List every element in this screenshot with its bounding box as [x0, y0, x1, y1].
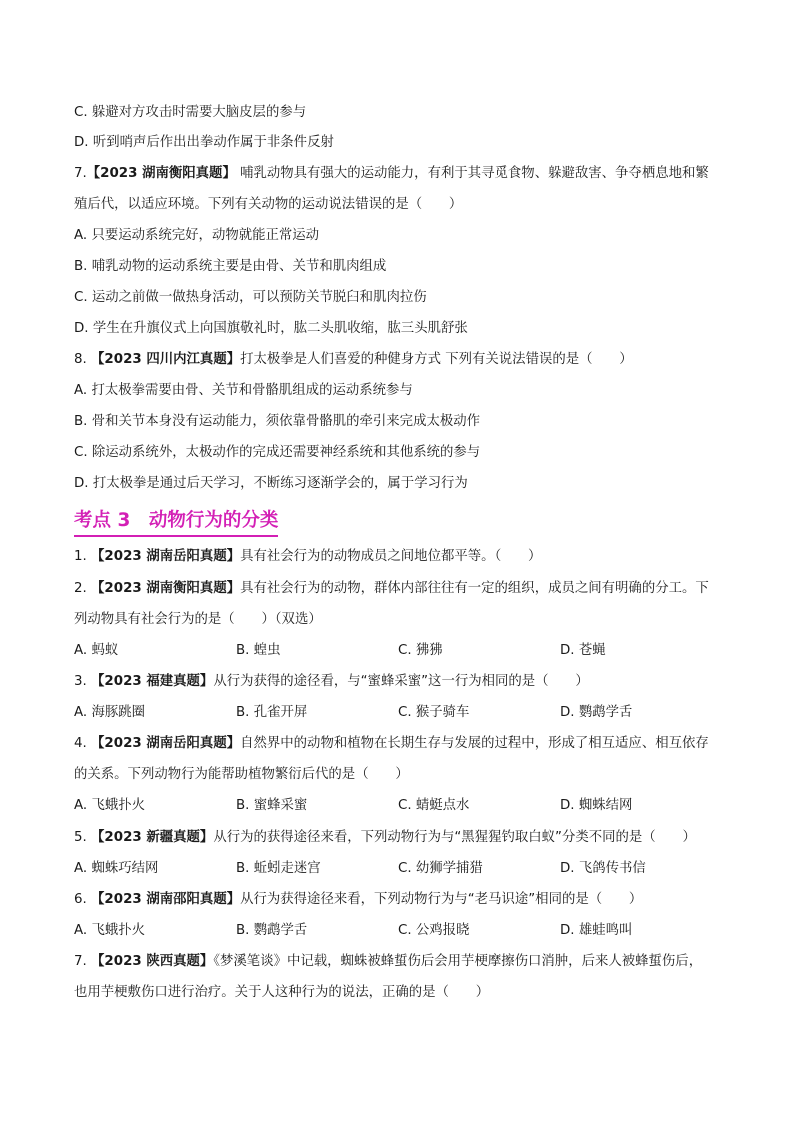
option-c: C. 幼狮学捕猎 [398, 861, 483, 876]
source-tag: 【2023 四川内江真题】 [91, 352, 241, 367]
question-text: 哺乳动物具有强大的运动能力，有利于其寻觅食物、躲避敌害、争夺栖息地和繁 [235, 166, 709, 181]
q7-option-c: C. 运动之前做一做热身活动，可以预防关节脱臼和肌肉拉伤 [74, 290, 427, 305]
s-question-5 [74, 829, 696, 847]
q7-option-d: D. 学生在升旗仪式上向国旗敬礼时，肱二头肌收缩，肱三头肌舒张 [74, 321, 468, 336]
q7-option-b: B. 哺乳动物的运动系统主要是由骨、关节和肌肉组成 [74, 259, 387, 274]
q8-option-c: C. 除运动系统外，太极动作的完成还需要神经系统和其他系统的参与 [74, 445, 481, 460]
q8-option-d: D. 打太极拳是通过后天学习，不断练习逐渐学会的，属于学习行为 [74, 476, 468, 491]
source-tag: 【2023 福建真题】 [91, 674, 214, 689]
question-number: 7. [74, 166, 87, 181]
s-question-6 [74, 891, 642, 909]
question-number: 5. [74, 830, 92, 845]
question-text: 具有社会行为的动物，群体内部往往有一定的组织，成员之间有明确的分工。下 [240, 581, 709, 596]
question-text: 从行为的获得途径来看，下列动物行为与“黑猩猩钓取白蚁”分类不同的是（ ） [213, 830, 696, 845]
option-a: A. 飞蛾扑火 [74, 923, 145, 938]
question-7-stem [74, 165, 709, 183]
option-a: A. 飞蛾扑火 [74, 798, 145, 813]
option-b: B. 蚯蚓走迷宫 [236, 861, 321, 876]
option-a: A. 海豚跳圈 [74, 705, 145, 720]
q8-option-b: B. 骨和关节本身没有运动能力，须依靠骨骼肌的牵引来完成太极动作 [74, 414, 481, 429]
s-question-4-continued: 的关系。下列动物行为能帮助植物繁衍后代的是（ ） [74, 767, 409, 782]
s-question-6-options [74, 922, 734, 940]
s-question-7 [74, 953, 702, 971]
option-b: B. 蜜蜂采蜜 [236, 798, 308, 813]
q6-option-d: D. 听到哨声后作出出拳动作属于非条件反射 [74, 135, 334, 150]
source-tag: 【2023 湖南邵阳真题】 [91, 892, 241, 907]
option-c: C. 狒狒 [398, 643, 443, 658]
source-tag: 【2023 陕西真题】 [91, 954, 214, 969]
s-question-1 [74, 548, 541, 566]
source-tag: 【2023 湖南衡阳真题】 [86, 166, 236, 181]
s-question-4 [74, 735, 709, 753]
s-question-7-continued: 也用芋梗敷伤口进行治疗。关于人这种行为的说法，正确的是（ ） [74, 985, 490, 1000]
option-c: C. 蜻蜓点水 [398, 798, 470, 813]
s-question-2-options [74, 642, 734, 660]
question-number: 6. [74, 892, 92, 907]
option-c: C. 公鸡报晓 [398, 923, 470, 938]
s-question-3-options [74, 704, 734, 722]
s-question-4-options [74, 797, 734, 815]
source-tag: 【2023 湖南衡阳真题】 [91, 581, 241, 596]
source-tag: 【2023 湖南岳阳真题】 [91, 549, 241, 564]
question-number: 1. [74, 549, 92, 564]
option-b: B. 孔雀开屏 [236, 705, 308, 720]
s-question-5-options [74, 860, 734, 878]
s-question-3 [74, 673, 589, 691]
section-heading: 考点 3 动物行为的分类 [74, 508, 278, 537]
q6-option-c: C. 躲避对方攻击时需要大脑皮层的参与 [74, 105, 307, 120]
q8-option-a: A. 打太极拳需要由骨、关节和骨骼肌组成的运动系统参与 [74, 383, 413, 398]
question-number: 3. [74, 674, 92, 689]
s-question-2-continued: 列动物具有社会行为的是（ ）（双选） [74, 612, 322, 627]
option-d: D. 苍蝇 [560, 643, 606, 658]
option-a: A. 蜘蛛巧结网 [74, 861, 159, 876]
q7-option-a: A. 只要运动系统完好，动物就能正常运动 [74, 228, 320, 243]
question-text: 自然界中的动物和植物在长期生存与发展的过程中，形成了相互适应、相互依存 [240, 736, 709, 751]
source-tag: 【2023 新疆真题】 [91, 830, 214, 845]
question-7-stem-continued: 殖后代，以适应环境。下列有关动物的运动说法错误的是（ ） [74, 197, 463, 212]
option-b: B. 鹦鹉学舌 [236, 923, 308, 938]
s-question-2 [74, 580, 709, 598]
option-c: C. 猴子骑车 [398, 705, 470, 720]
option-b: B. 蝗虫 [236, 643, 281, 658]
question-number: 8. [74, 352, 92, 367]
question-text: 具有社会行为的动物成员之间地位都平等。（ ） [240, 549, 542, 564]
option-d: D. 蜘蛛结网 [560, 798, 633, 813]
question-8-stem [74, 351, 633, 369]
question-text: 打太极拳是人们喜爱的种健身方式 下列有关说法错误的是（ ） [240, 352, 633, 367]
question-number: 4. [74, 736, 92, 751]
option-a: A. 蚂蚁 [74, 643, 119, 658]
source-tag: 【2023 湖南岳阳真题】 [91, 736, 241, 751]
question-text: 从行为获得的途径看，与“蜜蜂采蜜”这一行为相同的是（ ） [213, 674, 589, 689]
question-text: 从行为获得途径来看，下列动物行为与“老马识途”相同的是（ ） [240, 892, 643, 907]
option-d: D. 雄蛙鸣叫 [560, 923, 633, 938]
question-number: 2. [74, 581, 92, 596]
option-d: D. 鹦鹉学舌 [560, 705, 633, 720]
question-text: 《梦溪笔谈》中记载，蜘蛛被蜂蜇伤后会用芋梗摩擦伤口消肿，后来人被蜂蜇伤后， [213, 954, 703, 969]
option-d: D. 飞鸽传书信 [560, 861, 646, 876]
question-number: 7. [74, 954, 92, 969]
